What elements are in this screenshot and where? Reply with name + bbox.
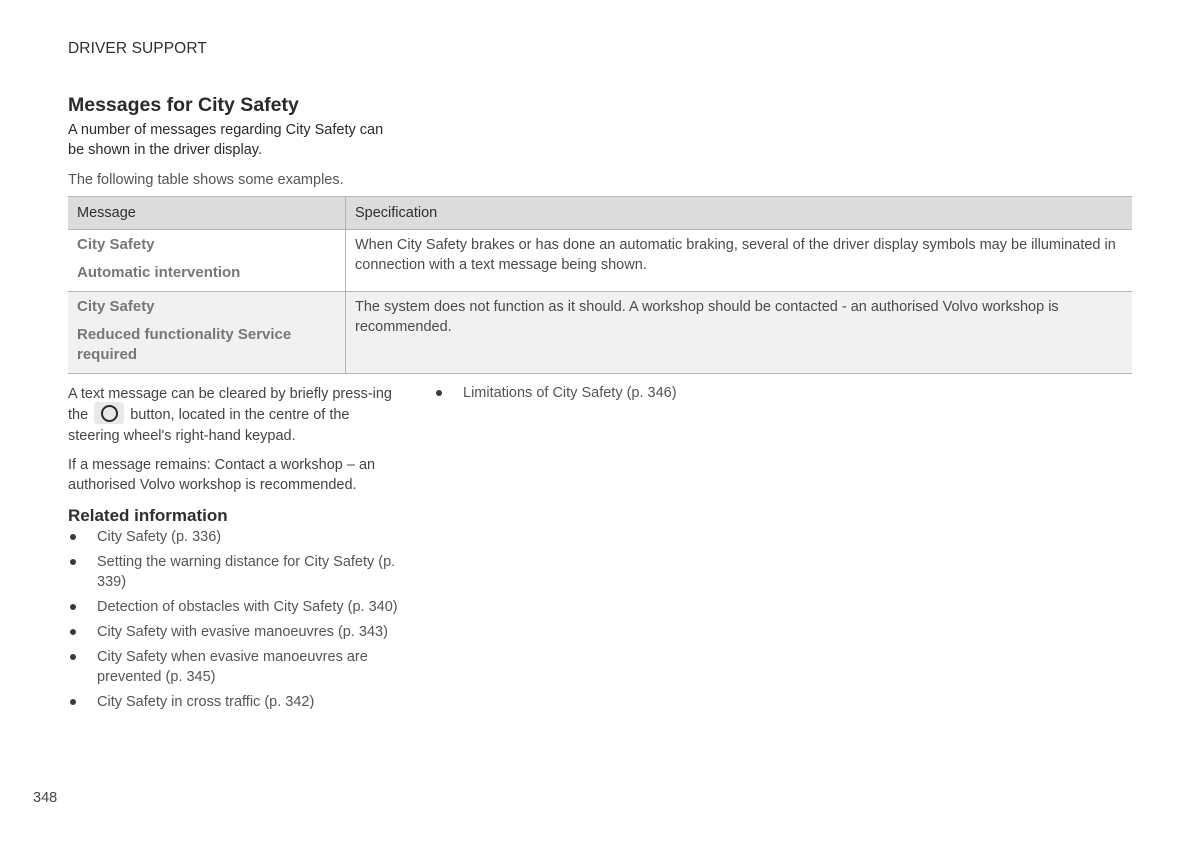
related-information-list bbox=[68, 527, 408, 717]
related-link[interactable]: City Safety when evasive manoeuvres are prevented (p. 345) bbox=[68, 647, 408, 687]
message-cell bbox=[68, 292, 346, 374]
message-subtitle: Automatic intervention bbox=[77, 264, 241, 281]
related-link[interactable]: Setting the warning distance for City Safety (p. 339) bbox=[68, 552, 408, 592]
message-cell bbox=[68, 230, 346, 292]
table-row bbox=[68, 292, 1132, 374]
related-link[interactable]: City Safety with evasive manoeuvres (p. 343) bbox=[68, 622, 408, 642]
column-header-message: Message bbox=[68, 197, 346, 230]
table-row bbox=[68, 230, 1132, 292]
clear-message-paragraph bbox=[68, 384, 398, 446]
section-header: DRIVER SUPPORT bbox=[68, 40, 207, 57]
related-information-list-continued bbox=[434, 383, 834, 403]
related-link[interactable]: City Safety in cross traffic (p. 342) bbox=[68, 692, 408, 712]
page-number: 348 bbox=[33, 790, 58, 806]
specification-cell: The system does not function as it should. A workshop should be contacted - an authorised Volvo workshop is recommended. bbox=[346, 292, 1133, 374]
table-header-row bbox=[68, 197, 1132, 230]
paragraph-text-start: A text message can be cleared by briefly press-ing the bbox=[68, 386, 392, 423]
related-information-heading: Related information bbox=[68, 506, 228, 525]
column-header-specification: Specification bbox=[346, 197, 1133, 230]
table-caption: The following table shows some examples. bbox=[68, 172, 344, 188]
message-subtitle: Reduced functionality Service required bbox=[77, 326, 292, 363]
circle-button-icon bbox=[94, 402, 124, 424]
message-name: City Safety bbox=[77, 298, 155, 315]
page-title: Messages for City Safety bbox=[68, 94, 299, 116]
related-link[interactable]: City Safety (p. 336) bbox=[68, 527, 408, 547]
paragraph-text-end: button, located in the centre of the steering wheel's right-hand keypad. bbox=[68, 406, 350, 444]
related-link[interactable]: Limitations of City Safety (p. 346) bbox=[434, 383, 834, 403]
message-remains-paragraph: If a message remains: Contact a workshop – an authorised Volvo workshop is recommended. bbox=[68, 457, 376, 493]
specification-cell: When City Safety brakes or has done an automatic braking, several of the driver display symbols may be illuminated in connection with a text message being shown. bbox=[346, 230, 1133, 292]
related-link[interactable]: Detection of obstacles with City Safety (p. 340) bbox=[68, 597, 408, 617]
messages-table bbox=[68, 196, 1132, 374]
message-name: City Safety bbox=[77, 236, 155, 253]
intro-text: A number of messages regarding City Safety can be shown in the driver display. bbox=[68, 122, 384, 158]
